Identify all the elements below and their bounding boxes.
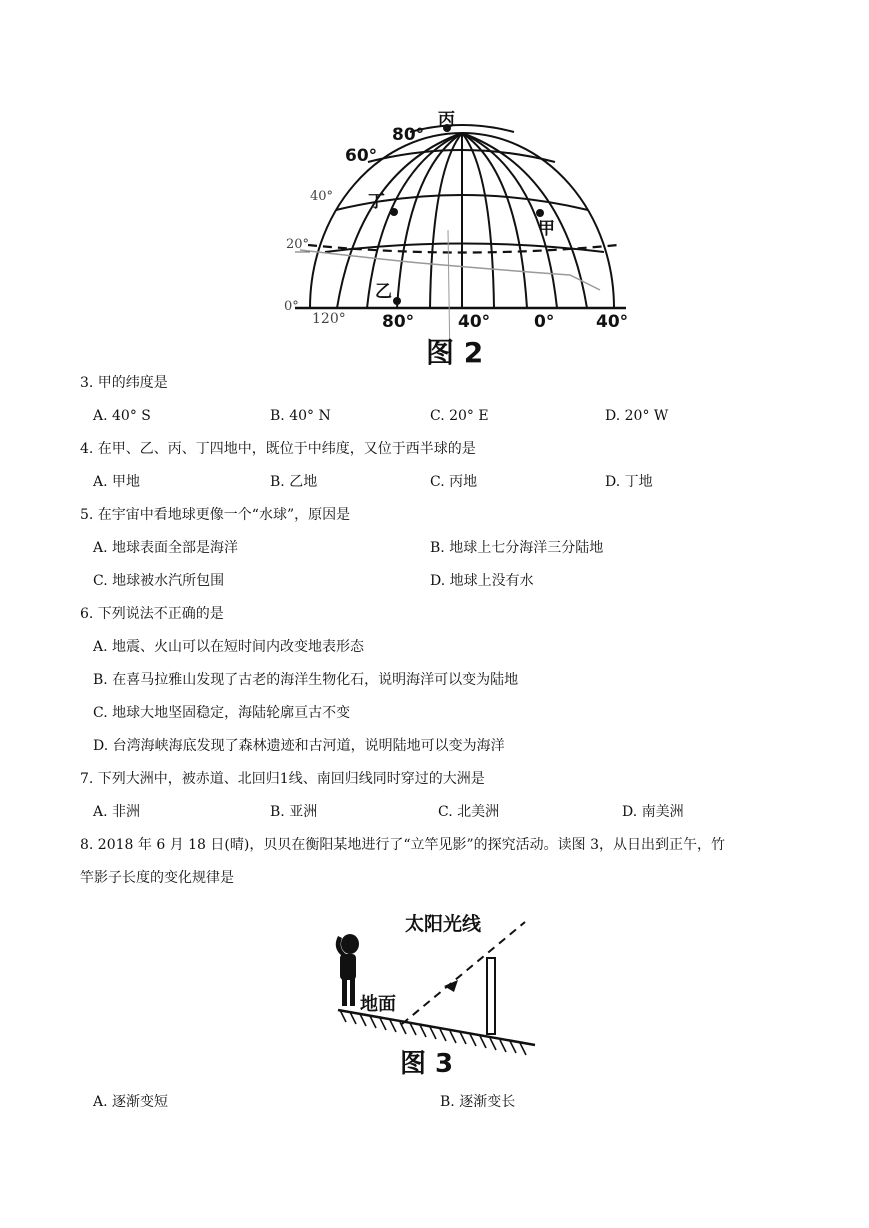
question-3-stem: 3. 甲的纬度是	[80, 375, 168, 391]
question-8-option-b: B. 逐渐变长	[440, 1094, 516, 1110]
question-5-option-c: C. 地球被水汽所包围	[93, 573, 225, 589]
ground-label: 地面	[360, 994, 396, 1015]
question-3-option-a: A. 40° S	[93, 408, 151, 424]
question-6-stem: 6. 下列说法不正确的是	[80, 606, 224, 622]
question-5-option-a: A. 地球表面全部是海洋	[93, 540, 239, 556]
question-7-option-a: A. 非洲	[93, 804, 141, 820]
figure-2-graticule	[270, 100, 640, 370]
point-yi-dot	[393, 297, 401, 305]
lat-label-60: 60°	[345, 146, 378, 166]
figure-3-shadow-diagram	[320, 900, 550, 1085]
point-bing-label: 丙	[438, 110, 455, 130]
sun-ray-arrow-icon	[444, 980, 458, 992]
question-6-option-a: A. 地震、火山可以在短时间内改变地表形态	[93, 639, 365, 655]
lat-label-40: 40°	[310, 189, 334, 204]
lat-label-20: 20°	[286, 237, 310, 252]
question-7-option-c: C. 北美洲	[438, 804, 500, 820]
lon-label-40e: 40°	[596, 312, 629, 332]
sun-ray-line	[402, 922, 525, 1024]
point-yi-label: 乙	[375, 282, 392, 302]
lon-label-120: 120°	[312, 311, 346, 327]
question-3-option-c: C. 20° E	[430, 408, 489, 424]
lat-label-80: 80°	[392, 125, 425, 145]
question-3-option-b: B. 40° N	[270, 408, 331, 424]
question-4-stem: 4. 在甲、乙、丙、丁四地中，既位于中纬度，又位于西半球的是	[80, 441, 476, 457]
question-6-option-d: D. 台湾海峡海底发现了森林遗迹和古河道，说明陆地可以变为海洋	[93, 738, 505, 754]
question-8-stem-line-2: 竿影子长度的变化规律是	[80, 870, 234, 886]
question-5-option-b: B. 地球上七分海洋三分陆地	[430, 540, 604, 556]
question-6-option-b: B. 在喜马拉雅山发现了古老的海洋生物化石，说明海洋可以变为陆地	[93, 672, 519, 688]
question-8-stem-line-1: 8. 2018 年 6 月 18 日(晴)，贝贝在衡阳某地进行了“立竿见影”的探究活动。读图 3，从日出到正午，竹	[80, 837, 726, 853]
question-7-option-d: D. 南美洲	[622, 804, 684, 820]
figure-3-caption: 图 3	[400, 1049, 454, 1079]
lon-label-0: 0°	[534, 312, 555, 332]
question-4-option-d: D. 丁地	[605, 474, 653, 490]
sun-ray-label: 太阳光线	[405, 913, 482, 935]
question-7-stem: 7. 下列大洲中，被赤道、北回归1线、南回归线同时穿过的大洲是	[80, 771, 485, 787]
question-5-stem: 5. 在宇宙中看地球更像一个“水球”，原因是	[80, 507, 351, 523]
question-3-option-d: D. 20° W	[605, 408, 669, 424]
question-6-option-c: C. 地球大地坚固稳定，海陆轮廓亘古不变	[93, 705, 351, 721]
point-ding-dot	[390, 208, 398, 216]
question-4-option-c: C. 丙地	[430, 474, 478, 490]
lon-label-40w: 40°	[458, 312, 491, 332]
question-4-option-b: B. 乙地	[270, 474, 318, 490]
question-7-option-b: B. 亚洲	[270, 804, 318, 820]
figure-2-caption: 图 2	[426, 336, 484, 369]
bamboo-pole	[487, 958, 495, 1034]
point-jia-dot	[536, 209, 544, 217]
lat-label-0: 0°	[284, 299, 299, 314]
point-jia-label: 甲	[538, 219, 555, 239]
point-ding-label: 丁	[368, 192, 385, 212]
question-4-option-a: A. 甲地	[93, 474, 141, 490]
person-figure-icon	[336, 934, 359, 1006]
lon-label-80: 80°	[382, 312, 415, 332]
question-8-option-a: A. 逐渐变短	[93, 1094, 169, 1110]
question-5-option-d: D. 地球上没有水	[430, 573, 534, 589]
